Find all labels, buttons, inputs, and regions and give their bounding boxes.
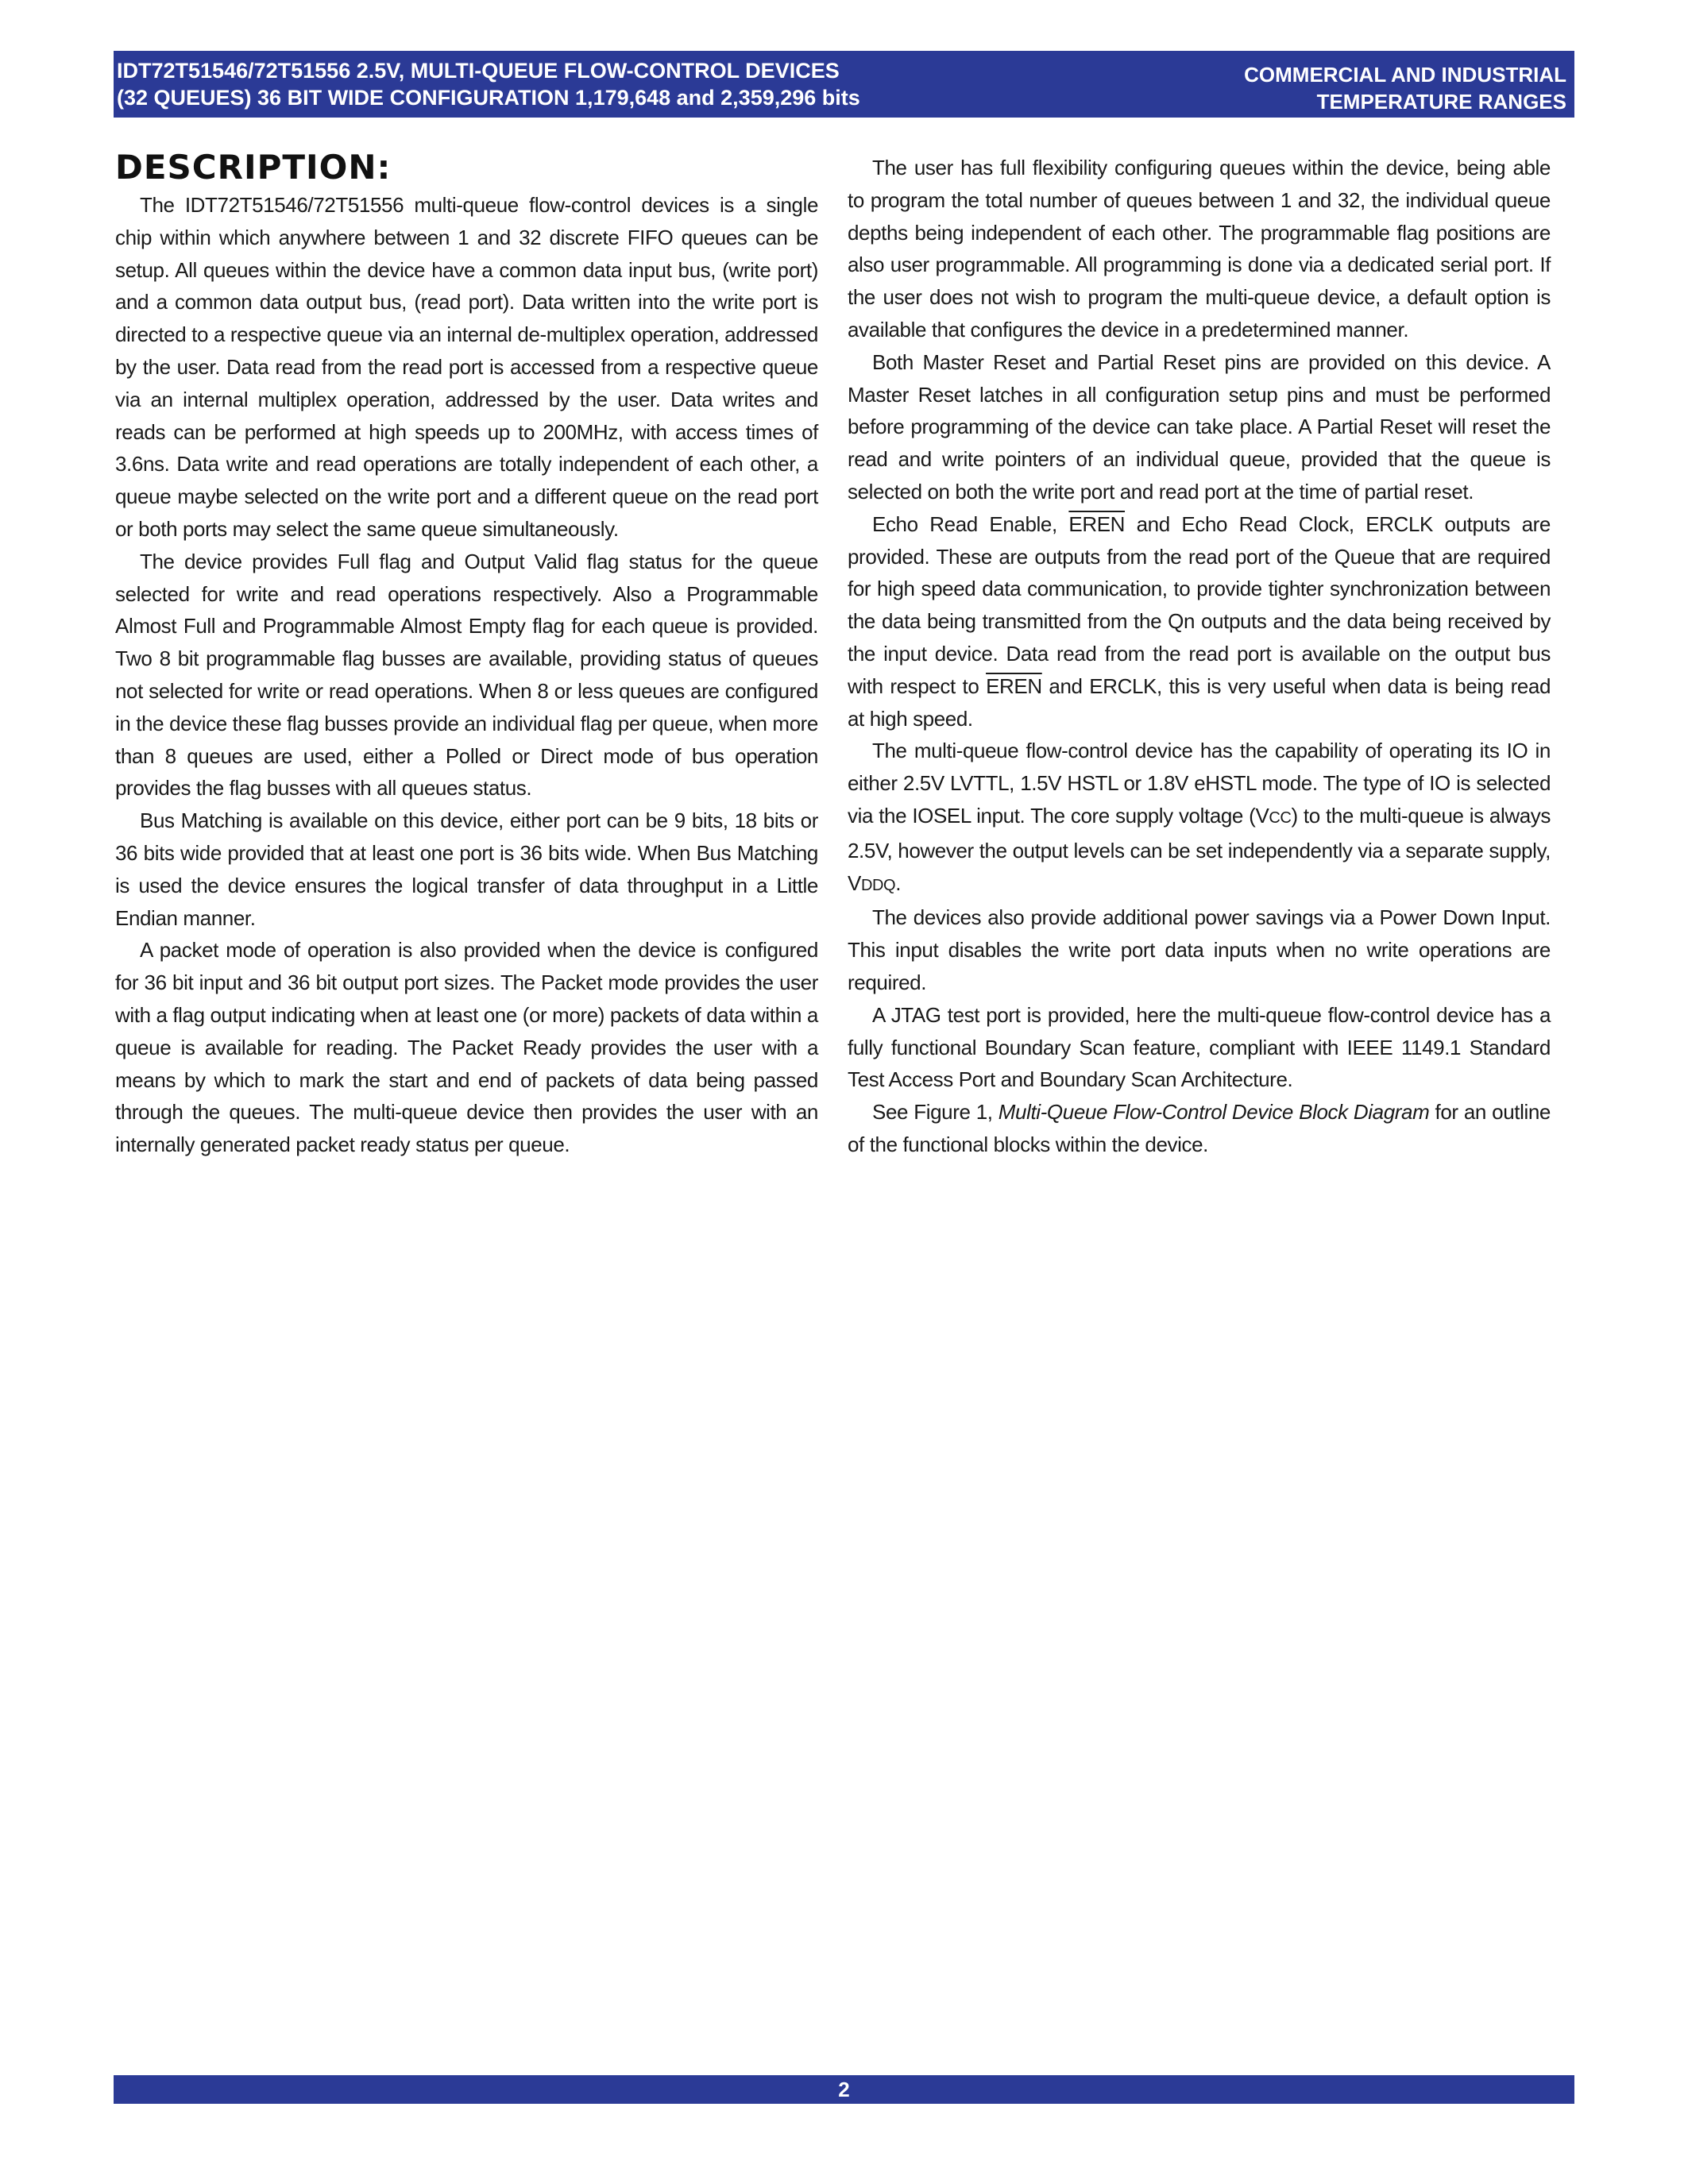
section-title: DESCRIPTION: [115,148,392,187]
paragraph-figure-reference [848,1096,1551,1161]
paragraph: Both Master Reset and Partial Reset pins are provided on this device. A Master Reset latches in all configuration setup pins and must be performed before programming of the device can take place. A Partial Reset will reset the read and write pointers of an individual queue, provided that the queue is selected on both the write port and read port at the time of partial reset. [848,349,1551,504]
header-title-line2: (32 QUEUES) 36 BIT WIDE CONFIGURATION 1,179,648 and 2,359,296 bits [117,86,860,110]
text-run: and ERCLK, this is very useful when data is being read at high speed. [848,673,1551,731]
text-run: Echo Read Enable, [872,511,1069,536]
text-run: . [895,870,902,895]
right-column [848,152,1551,1161]
paragraph: A JTAG test port is provided, here the multi-queue flow-control device has a fully functional Boundary Scan feature, compliant with IEEE 1149.1 Standard Test Access Port and Boundary Scan Architecture. [848,1002,1551,1092]
paragraph: A packet mode of operation is also provided when the device is configured for 36 bit input and 36 bit output port sizes. The Packet mode provides the user with a flag output indicating when at least one (or more) packets of data within a queue is available for reading. The Packet Ready provides the user with a means by which to mark the start and end of packets of data being passed through the queues. The multi-queue device then provides the user with an internally generated packet ready status per queue. [115,938,818,1157]
text-run: for an outline of the functional blocks within the device. [848,1100,1551,1156]
signal-eren: EREN [1068,511,1126,536]
header-bar [114,51,1574,118]
header-range [1244,61,1566,115]
signal-eren: EREN [986,673,1042,698]
paragraph-io-modes [848,735,1551,901]
footer-bar [114,2075,1574,2104]
header-title [117,57,860,111]
header-range-line1: COMMERCIAL AND INDUSTRIAL [1244,63,1566,87]
figure-reference: Multi-Queue Flow-Control Device Block Diagram [998,1100,1430,1125]
paragraph: The IDT72T51546/72T51556 multi-queue flow-control devices is a single chip within which anywhere between 1 and 32 discrete FIFO queues can be setup. All queues within the device have a common data input bus, (write port) and a common data output bus, (read port). Data written into the write port is directed to a respective queue via an internal de-multiplex operation, addressed by the user. Data read from the read port is accessed from a respective queue via an internal multiplex operation, addressed by the user. Data writes and reads can be performed at high speeds up to 200MHz, with access times of 3.6ns. Data write and read operations are totally independent of each other, a queue maybe selected on the write port and a different queue on the read port or both ports may select the same queue simultaneously. [115,193,818,541]
text-run: See Figure 1, [872,1100,999,1125]
left-column [115,149,818,1161]
subscript-cc: CC [1269,808,1292,827]
paragraph: Bus Matching is available on this device, either port can be 9 bits, 18 bits or 36 bits wide provided that at least one port is 36 bits wide. When Bus Matching is used the device ensures the logical transfer of data throughput in a Little Endian manner. [115,808,818,930]
paragraph-echo-read [848,508,1551,735]
subscript-ddq: DDQ [860,876,896,894]
header-range-line2: TEMPERATURE RANGES [1316,90,1566,114]
paragraph: The user has full flexibility configuring queues within the device, being able to program the total number of queues between 1 and 32, the individual queue depths being independent of each other. The programmable flag positions are also user programmable. All programming is done via a dedicated serial port. If the user does not wish to program the multi-queue device, a default option is available that configures the device in a predetermined manner. [848,156,1551,341]
text-run: and Echo Read Clock, ERCLK outputs are provided. These are outputs from the read port of the Queue that are required for high speed data communication, to provide tighter synchronization between the data being transmitted from the Qn outputs and the data being received by the input device. Data read from the read port is available on the output bus with respect to [848,511,1551,698]
paragraph: The devices also provide additional power savings via a Power Down Input. This input disables the write port data inputs when no write operations are required. [848,905,1551,994]
header-title-line1: IDT72T51546/72T51556 2.5V, MULTI-QUEUE FLOW-CONTROL DEVICES [117,59,840,83]
text-run: The multi-queue flow-control device has the capability of operating its IO in either 2.5V LVTTL, 1.5V HSTL or 1.8V eHSTL mode. The type of IO is selected via the IOSEL input. The core supply voltage (V [848,739,1551,828]
paragraph: The device provides Full flag and Output Valid flag status for the queue selected for write and read operations respectively. Also a Programmable Almost Full and Programmable Almost Empty flag for each queue is provided. Two 8 bit programmable flag busses are available, providing status of queues not selected for write or read operations. When 8 or less queues are configured in the device these flag busses provide an individual flag per queue, when more than 8 queues are used, either a Polled or Direct mode of bus operation provides the flag busses with all queues status. [115,549,818,801]
page-number: 2 [838,2078,850,2101]
text-run: ) to the multi-queue is always 2.5V, however the output levels can be set independently via a separate supply, V [848,803,1551,895]
